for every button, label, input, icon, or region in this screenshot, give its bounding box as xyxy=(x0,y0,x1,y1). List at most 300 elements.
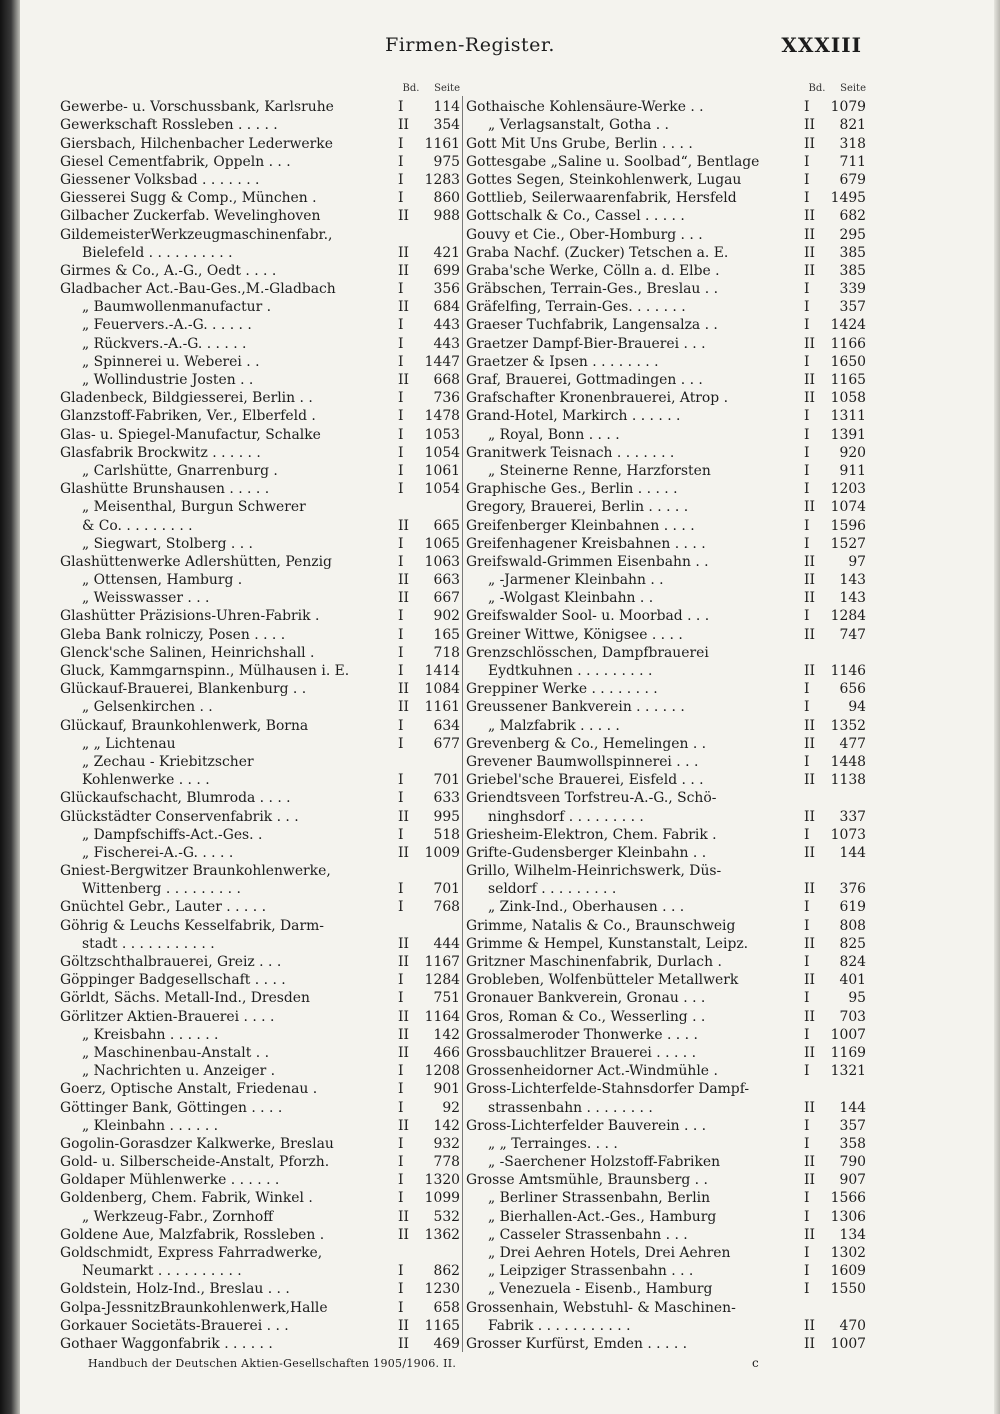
entry-volume: I xyxy=(804,153,810,170)
register-entry xyxy=(466,644,866,662)
entry-name: „ Meisenthal, Burgun Schwerer xyxy=(82,499,306,516)
register-entry xyxy=(466,407,866,425)
entry-name: „ -Saerchener Holzstoff-Fabriken xyxy=(488,1154,721,1171)
register-entry xyxy=(466,862,866,880)
entry-name: Grossbauchlitzer Brauerei . . . . . xyxy=(466,1044,697,1061)
entry-volume: II xyxy=(804,208,815,225)
entry-page: 1161 xyxy=(424,699,460,716)
register-entry xyxy=(60,680,460,698)
entry-name: Glasfabrik Brockwitz . . . . . . xyxy=(60,444,261,461)
entry-name: Gleba Bank rolniczy, Posen . . . . xyxy=(60,626,286,643)
entry-name: Giesel Cementfabrik, Oppeln . . . xyxy=(60,153,291,170)
entry-name: Gluck, Kammgarnspinn., Mülhausen i. E. xyxy=(60,663,350,679)
entry-name: Griebel'sche Brauerei, Eisfeld . . . xyxy=(466,772,704,789)
entry-name: Graetzer Dampf-Bier-Brauerei . . . xyxy=(466,335,706,352)
entry-volume: I xyxy=(804,281,810,298)
entry-name: Gottschalk & Co., Cassel . . . . . xyxy=(466,208,685,225)
page-title: Firmen-Register. xyxy=(385,34,555,56)
entry-name: Gross-Lichterfelde-Stahnsdorfer Dampf- xyxy=(466,1081,750,1098)
entry-volume: I xyxy=(804,1026,810,1043)
register-entry xyxy=(466,1244,866,1262)
entry-name: stadt . . . . . . . . . . . xyxy=(82,935,215,952)
register-entry xyxy=(466,1208,866,1226)
register-entry xyxy=(60,316,460,334)
entry-page: 134 xyxy=(839,1226,866,1243)
entry-page: 701 xyxy=(433,881,460,898)
register-entry xyxy=(60,989,460,1007)
entry-name: Gräbschen, Terrain-Ges., Breslau . . xyxy=(466,281,719,298)
entry-volume: II xyxy=(398,262,409,279)
entry-name: Gilbacher Zuckerfab. Wevelinghoven xyxy=(60,208,321,225)
entry-volume: II xyxy=(804,499,815,516)
entry-name: „ -Jarmener Kleinbahn . . xyxy=(488,572,664,589)
register-entry xyxy=(60,1244,460,1262)
entry-page: 92 xyxy=(442,1099,460,1116)
register-entry xyxy=(466,262,866,280)
entry-name: „ Berliner Strassenbahn, Berlin xyxy=(488,1190,711,1207)
entry-volume: I xyxy=(804,444,810,461)
entry-page: 443 xyxy=(433,317,460,334)
entry-volume: II xyxy=(804,1335,815,1352)
entry-name: „ Fischerei-A.-G. . . . . xyxy=(82,844,234,861)
entry-name: Gothaer Waggonfabrik . . . . . . xyxy=(60,1335,273,1352)
entry-volume: I xyxy=(398,426,404,443)
entry-name: Gottlieb, Seilerwaarenfabrik, Hersfeld xyxy=(466,190,737,207)
entry-volume: I xyxy=(804,517,810,534)
entry-page: 825 xyxy=(839,935,866,952)
entry-page: 443 xyxy=(433,335,460,352)
entry-page: 357 xyxy=(839,299,866,316)
register-entry xyxy=(60,426,460,444)
entry-volume: I xyxy=(804,535,810,552)
register-entry xyxy=(60,571,460,589)
entry-name: Gniest-Bergwitzer Braunkohlenwerke, xyxy=(60,863,331,880)
entry-page: 619 xyxy=(839,899,866,916)
entry-volume: II xyxy=(804,772,815,789)
register-entry xyxy=(60,280,460,298)
register-entry xyxy=(466,1026,866,1044)
entry-page: 677 xyxy=(433,735,460,752)
register-entry xyxy=(60,1208,460,1226)
register-entry xyxy=(466,153,866,171)
entry-name: Gewerkschaft Rossleben . . . . . xyxy=(60,117,278,134)
register-entry xyxy=(466,971,866,989)
entry-volume: I xyxy=(398,790,404,807)
entry-volume: I xyxy=(398,1154,404,1171)
entry-page: 684 xyxy=(433,299,460,316)
entry-page: 356 xyxy=(433,281,460,298)
entry-volume: II xyxy=(398,1335,409,1352)
register-entry xyxy=(60,371,460,389)
register-entry xyxy=(466,735,866,753)
entry-volume: I xyxy=(804,408,810,425)
register-entry xyxy=(466,1135,866,1153)
register-entry xyxy=(466,808,866,826)
entry-page: 469 xyxy=(433,1335,460,1352)
entry-volume: II xyxy=(804,335,815,352)
entry-volume: II xyxy=(804,1317,815,1334)
entry-page: 902 xyxy=(433,608,460,625)
entry-page: 932 xyxy=(433,1135,460,1152)
footer-text: Handbuch der Deutschen Aktien-Gesellschaften 1905/1906. II. xyxy=(88,1357,457,1370)
entry-volume: II xyxy=(398,572,409,589)
register-entry xyxy=(466,898,866,916)
entry-page: 1284 xyxy=(830,608,866,625)
entry-name: „ Kreisbahn . . . . . . xyxy=(82,1026,219,1043)
entry-page: 1284 xyxy=(424,972,460,989)
entry-name: Gros, Roman & Co., Wesserling . . xyxy=(466,1008,706,1025)
entry-name: Goldene Aue, Malzfabrik, Rossleben . xyxy=(60,1226,325,1243)
entry-volume: II xyxy=(398,1208,409,1225)
register-entry xyxy=(60,462,460,480)
register-entry xyxy=(60,498,460,516)
entry-volume: II xyxy=(804,590,815,607)
entry-volume: II xyxy=(398,299,409,316)
entry-page: 1230 xyxy=(424,1281,460,1298)
entry-page: 295 xyxy=(839,226,866,243)
entry-volume: I xyxy=(398,990,404,1007)
column-header-page: Seite xyxy=(434,83,460,94)
page-edge xyxy=(994,0,1000,1414)
entry-volume: II xyxy=(398,844,409,861)
register-entry xyxy=(60,753,460,771)
book-binding-shadow xyxy=(0,0,20,1414)
entry-name: Göhrig & Leuchs Kesselfabrik, Darm- xyxy=(60,917,324,934)
register-entry xyxy=(466,371,866,389)
entry-page: 1065 xyxy=(424,535,460,552)
entry-name: Grand-Hotel, Markirch . . . . . . xyxy=(466,408,681,425)
register-entry xyxy=(60,98,460,116)
entry-page: 821 xyxy=(839,117,866,134)
entry-page: 907 xyxy=(839,1172,866,1189)
entry-page: 1009 xyxy=(424,844,460,861)
register-entry xyxy=(466,207,866,225)
register-entry xyxy=(466,1299,866,1317)
register-entry xyxy=(466,1317,866,1335)
entry-volume: I xyxy=(398,735,404,752)
register-entry xyxy=(60,517,460,535)
entry-volume: I xyxy=(398,135,404,152)
entry-volume: II xyxy=(804,553,815,570)
entry-page: 1208 xyxy=(424,1063,460,1080)
entry-page: 1283 xyxy=(424,171,460,188)
register-entry xyxy=(466,789,866,807)
entry-name: Glückaufschacht, Blumroda . . . . xyxy=(60,790,291,807)
entry-page: 975 xyxy=(433,153,460,170)
entry-page: 824 xyxy=(839,954,866,970)
entry-name: „ Drei Aehren Hotels, Drei Aehren xyxy=(488,1245,731,1261)
entry-name: strassenbahn . . . . . . . . xyxy=(488,1099,653,1116)
entry-name: Göppinger Badgesellschaft . . . . xyxy=(60,972,286,989)
register-entry xyxy=(60,880,460,898)
entry-volume: I xyxy=(398,1099,404,1116)
entry-page: 1161 xyxy=(424,135,460,152)
entry-volume: I xyxy=(398,717,404,734)
entry-name: Glas- u. Spiegel-Manufactur, Schalke xyxy=(60,426,321,443)
register-entry xyxy=(466,316,866,334)
entry-page: 401 xyxy=(839,972,866,989)
entry-page: 94 xyxy=(848,699,866,716)
register-entry xyxy=(60,589,460,607)
entry-volume: I xyxy=(804,899,810,916)
entry-name: Graeser Tuchfabrik, Langensalza . . xyxy=(466,317,718,334)
register-entry xyxy=(466,389,866,407)
register-entry xyxy=(60,1099,460,1117)
entry-volume: I xyxy=(398,190,404,207)
entry-page: 667 xyxy=(433,590,460,607)
entry-page: 808 xyxy=(839,917,866,934)
entry-volume: II xyxy=(398,372,409,388)
register-entry xyxy=(466,826,866,844)
entry-page: 1424 xyxy=(830,317,866,334)
entry-page: 1054 xyxy=(424,481,460,498)
entry-page: 1478 xyxy=(424,408,460,425)
entry-volume: II xyxy=(804,881,815,898)
register-entry xyxy=(466,298,866,316)
entry-name: Gregory, Brauerei, Berlin . . . . . xyxy=(466,499,689,516)
entry-page: 1166 xyxy=(830,335,866,352)
register-entry xyxy=(60,353,460,371)
register-entry xyxy=(60,535,460,553)
register-entry xyxy=(60,626,460,644)
column-header-volume: Bd. xyxy=(402,83,420,94)
entry-volume: II xyxy=(398,681,409,698)
register-entry xyxy=(466,1262,866,1280)
column-header-volume: Bd. xyxy=(808,83,826,94)
register-entry xyxy=(60,335,460,353)
entry-volume: I xyxy=(398,1135,404,1152)
entry-page: 1609 xyxy=(830,1263,866,1280)
entry-volume: II xyxy=(804,663,815,679)
entry-volume: II xyxy=(804,1172,815,1189)
register-entry xyxy=(466,171,866,189)
register-entry xyxy=(466,444,866,462)
entry-volume: II xyxy=(398,1044,409,1061)
register-entry xyxy=(466,1080,866,1098)
entry-volume: I xyxy=(804,317,810,334)
entry-name: Göttinger Bank, Göttingen . . . . xyxy=(60,1099,283,1116)
entry-name: Bielefeld . . . . . . . . . . xyxy=(82,244,233,261)
entry-name: Gladenbeck, Bildgiesserei, Berlin . . xyxy=(60,390,313,407)
register-entry xyxy=(466,553,866,571)
register-entry xyxy=(466,753,866,771)
register-entry xyxy=(466,280,866,298)
entry-page: 1167 xyxy=(424,954,460,970)
footer-signature: c xyxy=(752,1356,759,1370)
register-entry xyxy=(60,171,460,189)
entry-volume: II xyxy=(398,1317,409,1334)
entry-page: 1164 xyxy=(424,1008,460,1025)
entry-page: 144 xyxy=(839,1099,866,1116)
entry-page: 1311 xyxy=(830,408,866,425)
register-entry xyxy=(60,771,460,789)
entry-name: Gottesgabe „Saline u. Soolbad“, Bentlage xyxy=(466,153,760,170)
entry-name: Griesheim-Elektron, Chem. Fabrik . xyxy=(466,826,717,843)
entry-volume: II xyxy=(398,699,409,716)
entry-volume: II xyxy=(804,972,815,989)
entry-name: „ Spinnerei u. Weberei . . xyxy=(82,353,260,370)
entry-page: 701 xyxy=(433,772,460,789)
entry-name: Goldschmidt, Express Fahrradwerke, xyxy=(60,1245,323,1261)
entry-name: Giessener Volksbad . . . . . . . xyxy=(60,171,260,188)
entry-volume: II xyxy=(804,117,815,134)
register-entry xyxy=(466,917,866,935)
register-entry xyxy=(60,1317,460,1335)
entry-page: 1566 xyxy=(830,1190,866,1207)
entry-volume: I xyxy=(398,317,404,334)
entry-volume: I xyxy=(398,481,404,498)
entry-page: 1058 xyxy=(830,390,866,407)
entry-page: 143 xyxy=(839,572,866,589)
entry-page: 1650 xyxy=(830,353,866,370)
entry-name: „ Steinerne Renne, Harzforsten xyxy=(488,462,711,479)
entry-volume: II xyxy=(398,1008,409,1025)
entry-name: Greussener Bankverein . . . . . . xyxy=(466,699,685,716)
entry-volume: II xyxy=(398,808,409,825)
entry-volume: I xyxy=(804,1208,810,1225)
entry-page: 911 xyxy=(839,462,866,479)
entry-volume: II xyxy=(398,954,409,970)
entry-name: „ „ Terrainges. . . . xyxy=(488,1135,618,1152)
register-entry xyxy=(60,1280,460,1298)
entry-name: Gnüchtel Gebr., Lauter . . . . . xyxy=(60,899,266,916)
register-entry xyxy=(60,1008,460,1026)
entry-page: 143 xyxy=(839,590,866,607)
entry-name: „ Leipziger Strassenbahn . . . xyxy=(488,1263,694,1280)
entry-page: 1007 xyxy=(830,1026,866,1043)
entry-name: Greifenhagener Kreisbahnen . . . . xyxy=(466,535,706,552)
entry-volume: I xyxy=(398,644,404,661)
entry-name: Golpa-JessnitzBraunkohlenwerk,Halle xyxy=(60,1299,328,1316)
register-entry xyxy=(60,808,460,826)
register-entry xyxy=(60,1171,460,1189)
entry-name: Greppiner Werke . . . . . . . . xyxy=(466,681,658,698)
entry-page: 1447 xyxy=(424,353,460,370)
entry-name: „ Baumwollenmanufactur . xyxy=(82,299,272,316)
register-entry xyxy=(60,207,460,225)
register-entry xyxy=(60,735,460,753)
entry-volume: II xyxy=(804,735,815,752)
register-entry xyxy=(466,480,866,498)
entry-page: 1527 xyxy=(830,535,866,552)
entry-volume: I xyxy=(804,954,810,970)
entry-volume: I xyxy=(804,1263,810,1280)
entry-name: Görldt, Sächs. Metall-Ind., Dresden xyxy=(60,990,310,1007)
entry-page: 1169 xyxy=(830,1044,866,1061)
entry-page: 1352 xyxy=(830,717,866,734)
entry-page: 1495 xyxy=(830,190,866,207)
entry-name: Graphische Ges., Berlin . . . . . xyxy=(466,481,678,498)
entry-name: Gott Mit Uns Grube, Berlin . . . . xyxy=(466,135,693,152)
entry-volume: I xyxy=(398,153,404,170)
column-header xyxy=(60,80,460,98)
entry-volume: II xyxy=(804,244,815,261)
entry-name: Gottes Segen, Steinkohlenwerk, Lugau xyxy=(466,171,742,188)
entry-name: & Co. . . . . . . . . xyxy=(82,517,193,534)
entry-volume: II xyxy=(804,935,815,952)
entry-volume: I xyxy=(398,1081,404,1098)
entry-volume: II xyxy=(398,590,409,607)
entry-page: 385 xyxy=(839,262,866,279)
entry-name: Girmes & Co., A.-G., Oedt . . . . xyxy=(60,262,277,279)
entry-volume: I xyxy=(804,462,810,479)
entry-name: Fabrik . . . . . . . . . . . xyxy=(488,1317,631,1334)
entry-name: Gronauer Bankverein, Gronau . . . xyxy=(466,990,706,1007)
register-entry xyxy=(466,462,866,480)
entry-name: „ Weisswasser . . . xyxy=(82,590,210,607)
entry-page: 1302 xyxy=(830,1245,866,1261)
entry-name: Grafschafter Kronenbrauerei, Atrop . xyxy=(466,390,728,407)
entry-volume: I xyxy=(804,1190,810,1207)
entry-name: Gewerbe- u. Vorschussbank, Karlsruhe xyxy=(60,99,334,116)
entry-name: Glenck'sche Salinen, Heinrichshall . xyxy=(60,644,315,661)
entry-name: „ „ Lichtenau xyxy=(82,735,176,752)
entry-name: Goldenberg, Chem. Fabrik, Winkel . xyxy=(60,1190,313,1207)
entry-volume: I xyxy=(804,171,810,188)
register-entry xyxy=(60,1044,460,1062)
entry-volume: I xyxy=(398,1172,404,1189)
entry-name: Gouvy et Cie., Ober-Homburg . . . xyxy=(466,226,703,243)
entry-name: GildemeisterWerkzeugmaschinenfabr., xyxy=(60,226,333,243)
register-entry xyxy=(466,353,866,371)
register-entry xyxy=(466,1226,866,1244)
entry-page: 466 xyxy=(433,1044,460,1061)
register-entry xyxy=(60,189,460,207)
entry-name: Grosse Amtsmühle, Braunsberg . . xyxy=(466,1172,708,1189)
entry-page: 1061 xyxy=(424,462,460,479)
register-entry xyxy=(60,407,460,425)
entry-name: „ Ottensen, Hamburg . xyxy=(82,572,243,589)
register-entry xyxy=(466,680,866,698)
entry-page: 114 xyxy=(433,99,460,116)
entry-name: Neumarkt . . . . . . . . . . xyxy=(82,1263,242,1280)
register-entry xyxy=(466,189,866,207)
entry-page: 142 xyxy=(433,1026,460,1043)
entry-page: 1550 xyxy=(830,1281,866,1298)
entry-volume: II xyxy=(398,935,409,952)
entry-volume: I xyxy=(804,1245,810,1261)
right-column xyxy=(466,80,866,1353)
entry-page: 318 xyxy=(839,135,866,152)
register-entry xyxy=(466,1099,866,1117)
entry-name: ninghsdorf . . . . . . . . . xyxy=(488,808,644,825)
entry-page: 1054 xyxy=(424,444,460,461)
register-entry xyxy=(466,498,866,516)
register-entry xyxy=(60,953,460,971)
entry-volume: I xyxy=(804,699,810,716)
entry-volume: I xyxy=(398,772,404,789)
entry-volume: I xyxy=(398,1190,404,1207)
entry-page: 1099 xyxy=(424,1190,460,1207)
entry-page: 165 xyxy=(433,626,460,643)
entry-volume: II xyxy=(804,572,815,589)
register-entry xyxy=(60,444,460,462)
register-entry xyxy=(466,844,866,862)
entry-name: Wittenberg . . . . . . . . . xyxy=(82,881,241,898)
entry-name: Greiner Wittwe, Königsee . . . . xyxy=(466,626,683,643)
register-entry xyxy=(466,226,866,244)
entry-volume: II xyxy=(804,226,815,243)
entry-volume: I xyxy=(804,826,810,843)
entry-volume: II xyxy=(804,717,815,734)
entry-name: Giesserei Sugg & Comp., München . xyxy=(60,190,317,207)
register-entry xyxy=(466,335,866,353)
entry-name: Gladbacher Act.-Bau-Ges.,M.-Gladbach xyxy=(60,281,336,298)
entry-volume: II xyxy=(804,262,815,279)
entry-volume: I xyxy=(804,99,810,116)
entry-name: Gold- u. Silberscheide-Anstalt, Pforzh. xyxy=(60,1154,330,1171)
entry-name: seldorf . . . . . . . . . xyxy=(488,881,617,898)
